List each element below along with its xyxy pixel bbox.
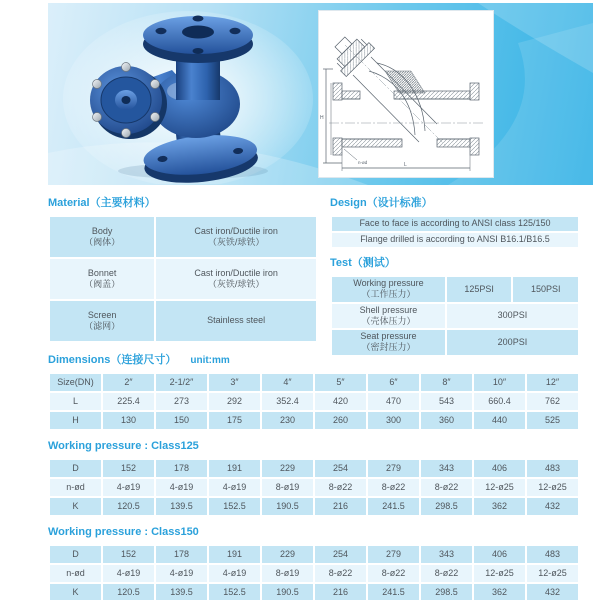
- table-cell: 12-ø25: [474, 565, 525, 582]
- test-label-en: Shell pressure: [359, 304, 418, 315]
- design-table: [330, 215, 580, 249]
- table-row: [50, 546, 578, 563]
- table-cell: 4-ø19: [103, 479, 154, 496]
- svg-text:H: H: [320, 115, 324, 121]
- table-row: [50, 565, 578, 582]
- table-row: [50, 374, 578, 391]
- table-row: [50, 479, 578, 496]
- table-cell: Size(DN): [50, 374, 101, 391]
- table-cell: [50, 259, 154, 299]
- table-cell: 406: [474, 460, 525, 477]
- dimensions-section: [48, 354, 580, 431]
- table-cell: 10″: [474, 374, 525, 391]
- table-cell: 2-1/2″: [156, 374, 207, 391]
- table-row: [50, 217, 316, 257]
- table-cell: 279: [368, 460, 419, 477]
- table-cell: 343: [421, 546, 472, 563]
- table-cell: 12″: [527, 374, 578, 391]
- table-cell: [156, 259, 316, 299]
- table-cell: 4″: [262, 374, 313, 391]
- table-cell: n-ød: [50, 479, 101, 496]
- table-cell: 660.4: [474, 393, 525, 410]
- header-banner: [48, 3, 593, 185]
- table-row: [332, 233, 578, 247]
- table-cell: 178: [156, 546, 207, 563]
- table-cell: 4-ø19: [156, 479, 207, 496]
- product-photo: [48, 4, 316, 184]
- table-cell: 120.5: [103, 584, 154, 600]
- table-cell: 5″: [315, 374, 366, 391]
- table-cell: 254: [315, 546, 366, 563]
- table-cell: 298.5: [421, 584, 472, 600]
- table-cell: 279: [368, 546, 419, 563]
- table-cell: 470: [368, 393, 419, 410]
- dimensions-title-text: Dimensions（连接尺寸）: [48, 354, 177, 366]
- dimensions-title: [48, 354, 580, 367]
- test-label-cn: （密封压力）: [361, 342, 416, 353]
- table-cell: Face to face is according to ANSI class 125/150: [332, 217, 578, 231]
- table-cell: [332, 330, 445, 355]
- test-label-en: Working pressure: [353, 278, 424, 288]
- table-cell: 175: [209, 412, 260, 429]
- material-value-cn: （灰铁/球铁）: [207, 279, 265, 289]
- test-label-en: Seat pressure: [360, 331, 417, 341]
- table-cell: 543: [421, 393, 472, 410]
- table-cell: 3″: [209, 374, 260, 391]
- table-cell: 352.4: [262, 393, 313, 410]
- table-cell: 762: [527, 393, 578, 410]
- svg-text:n-ød: n-ød: [358, 160, 368, 165]
- table-cell: 273: [156, 393, 207, 410]
- table-cell: 230: [262, 412, 313, 429]
- table-cell: 12-ø25: [474, 479, 525, 496]
- table-cell: 8-ø22: [421, 565, 472, 582]
- table-cell: 152: [103, 460, 154, 477]
- technical-drawing: [318, 10, 494, 178]
- class150-title: Working pressure : Class150: [48, 526, 199, 538]
- table-cell: [156, 217, 316, 257]
- material-section: [48, 197, 318, 357]
- table-cell: 152.5: [209, 498, 260, 515]
- table-cell: 216: [315, 498, 366, 515]
- table-cell: 300PSI: [447, 304, 578, 329]
- table-cell: D: [50, 546, 101, 563]
- table-row: [50, 460, 578, 477]
- table-cell: 150PSI: [513, 277, 578, 302]
- table-cell: 406: [474, 546, 525, 563]
- table-cell: 362: [474, 498, 525, 515]
- table-cell: 483: [527, 546, 578, 563]
- table-row: [332, 217, 578, 231]
- table-cell: 241.5: [368, 584, 419, 600]
- table-cell: 130: [103, 412, 154, 429]
- table-cell: 432: [527, 584, 578, 600]
- table-cell: Flange drilled is according to ANSI B16.1/B16.5: [332, 233, 578, 247]
- test-label-cn: （工作压力）: [361, 289, 416, 300]
- table-cell: 150: [156, 412, 207, 429]
- table-cell: [50, 301, 154, 341]
- table-row: [50, 259, 316, 299]
- material-value-en: Cast iron/Ductile iron: [194, 225, 278, 236]
- table-cell: K: [50, 584, 101, 600]
- spec-sections: [48, 197, 580, 357]
- table-cell: 8-ø22: [368, 565, 419, 582]
- table-cell: n-ød: [50, 565, 101, 582]
- table-cell: 8-ø19: [262, 479, 313, 496]
- material-label-cn: （阀盖）: [84, 279, 121, 289]
- table-cell: 8-ø22: [421, 479, 472, 496]
- table-cell: 8-ø22: [368, 479, 419, 496]
- class150-section: [48, 526, 580, 600]
- table-cell: 4-ø19: [156, 565, 207, 582]
- material-label-cn: （滤网）: [84, 321, 121, 331]
- table-cell: K: [50, 498, 101, 515]
- table-cell: 8″: [421, 374, 472, 391]
- table-cell: H: [50, 412, 101, 429]
- table-cell: 254: [315, 460, 366, 477]
- table-cell: 8-ø19: [262, 565, 313, 582]
- table-cell: 300: [368, 412, 419, 429]
- table-cell: 4-ø19: [209, 565, 260, 582]
- material-table: [48, 215, 318, 343]
- table-cell: 483: [527, 460, 578, 477]
- table-row: [332, 277, 578, 302]
- table-row: [332, 330, 578, 355]
- table-cell: 225.4: [103, 393, 154, 410]
- dimensions-unit: unit:mm: [190, 355, 230, 366]
- table-cell: 178: [156, 460, 207, 477]
- table-cell: 125PSI: [447, 277, 512, 302]
- table-cell: [332, 304, 445, 329]
- class150-table: [48, 544, 580, 600]
- table-cell: 362: [474, 584, 525, 600]
- material-label-cn: （阀体）: [84, 237, 121, 247]
- material-title: Material（主要材料）: [48, 197, 156, 209]
- table-cell: 12-ø25: [527, 479, 578, 496]
- table-cell: 292: [209, 393, 260, 410]
- table-cell: [50, 217, 154, 257]
- table-cell: L: [50, 393, 101, 410]
- class125-section: [48, 440, 580, 517]
- table-cell: 298.5: [421, 498, 472, 515]
- dimensions-table: [48, 372, 580, 431]
- table-row: [332, 304, 578, 329]
- table-cell: 152.5: [209, 584, 260, 600]
- material-label-en: Body: [91, 225, 113, 236]
- table-cell: 229: [262, 460, 313, 477]
- table-cell: 343: [421, 460, 472, 477]
- table-cell: D: [50, 460, 101, 477]
- table-cell: 191: [209, 546, 260, 563]
- table-cell: 6″: [368, 374, 419, 391]
- table-cell: 190.5: [262, 498, 313, 515]
- table-row: [50, 412, 578, 429]
- class125-table: [48, 458, 580, 517]
- table-cell: 120.5: [103, 498, 154, 515]
- table-cell: 191: [209, 460, 260, 477]
- table-cell: 440: [474, 412, 525, 429]
- table-cell: 525: [527, 412, 578, 429]
- table-cell: 2″: [103, 374, 154, 391]
- table-cell: 216: [315, 584, 366, 600]
- table-cell: 139.5: [156, 498, 207, 515]
- table-cell: 360: [421, 412, 472, 429]
- table-cell: 139.5: [156, 584, 207, 600]
- table-row: [50, 498, 578, 515]
- table-cell: [156, 301, 316, 341]
- table-cell: 4-ø19: [209, 479, 260, 496]
- table-row: [50, 301, 316, 341]
- table-cell: 152: [103, 546, 154, 563]
- test-table: [330, 275, 580, 357]
- material-label-en: Screen: [87, 309, 117, 320]
- svg-text:L: L: [404, 162, 407, 168]
- table-cell: 200PSI: [447, 330, 578, 355]
- design-title: Design（设计标准）: [330, 197, 433, 209]
- table-cell: 12-ø25: [527, 565, 578, 582]
- table-cell: 260: [315, 412, 366, 429]
- class125-title: Working pressure : Class125: [48, 440, 199, 452]
- table-row: [50, 584, 578, 600]
- design-test-section: [330, 197, 580, 357]
- table-cell: 241.5: [368, 498, 419, 515]
- table-cell: 432: [527, 498, 578, 515]
- table-cell: 420: [315, 393, 366, 410]
- test-title: Test（测试）: [330, 257, 396, 269]
- table-cell: 190.5: [262, 584, 313, 600]
- table-cell: 4-ø19: [103, 565, 154, 582]
- material-value-en: Cast iron/Ductile iron: [194, 267, 278, 278]
- material-label-en: Bonnet: [87, 267, 117, 278]
- material-value-en: Stainless steel: [207, 315, 266, 326]
- table-cell: 229: [262, 546, 313, 563]
- table-row: [50, 393, 578, 410]
- material-value-cn: （灰铁/球铁）: [207, 237, 265, 247]
- table-cell: [332, 277, 445, 302]
- table-cell: 8-ø22: [315, 479, 366, 496]
- table-cell: 8-ø22: [315, 565, 366, 582]
- test-label-cn: （壳体压力）: [361, 315, 416, 326]
